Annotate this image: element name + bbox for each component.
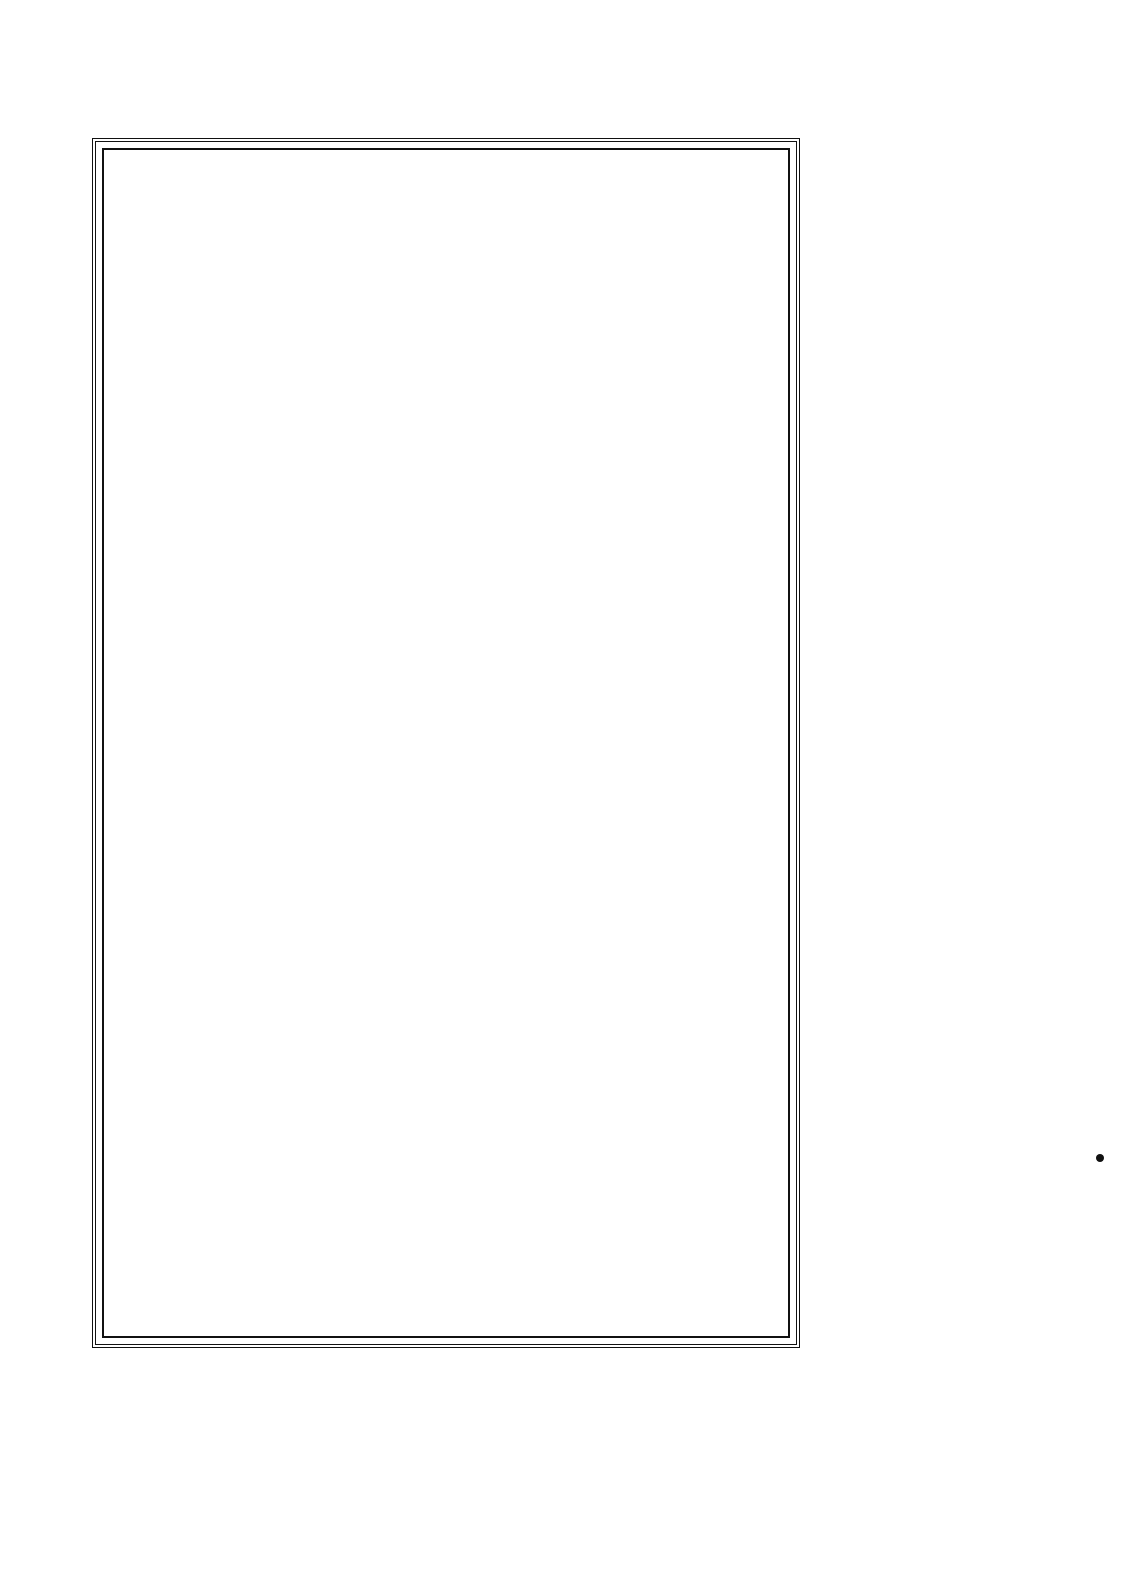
main-text: [116, 158, 776, 1328]
main-text-inner-border: [102, 148, 790, 1338]
margin-dot: [1096, 1154, 1104, 1162]
top-footnotes: [95, 42, 1015, 126]
side-footnotes: [805, 130, 1010, 1345]
main-text-frame: [92, 138, 800, 1348]
bottom-footnotes: [95, 1352, 1015, 1396]
page-bottom-margin: [0, 1400, 1122, 1577]
